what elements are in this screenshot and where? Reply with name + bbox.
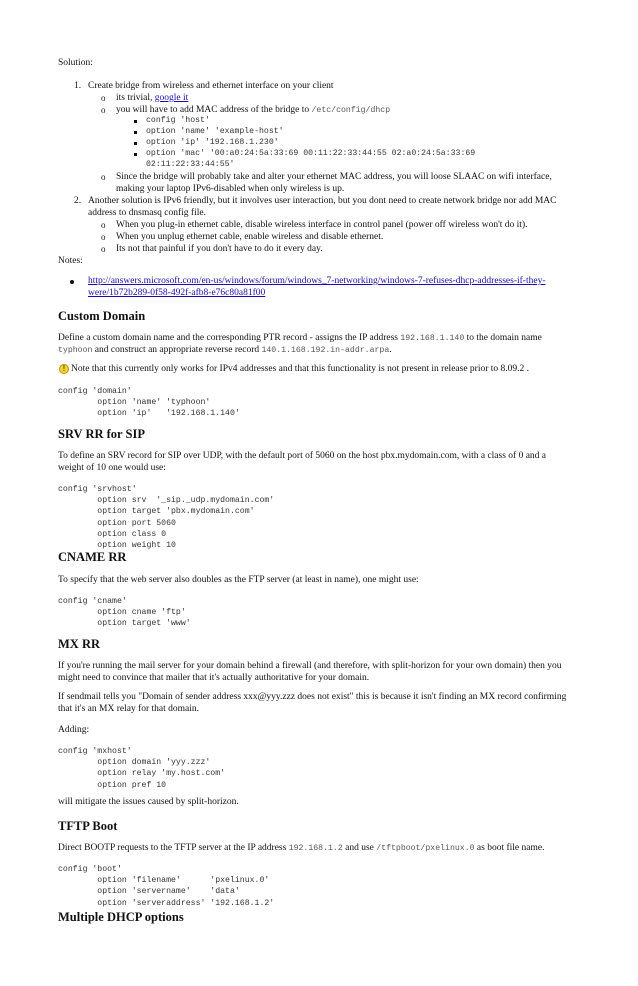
custom-domain-text-c: and construct an appropriate reverse record <box>92 345 262 355</box>
sub-item-trivial <box>116 93 188 103</box>
multiple-dhcp-heading: Multiple DHCP options <box>58 910 184 924</box>
circle-bullet-icon: o <box>101 220 106 230</box>
tftp-text-c: as boot file name. <box>474 843 545 853</box>
tftp-text-b: and use <box>342 843 377 853</box>
sub-item-trivial-text: its trivial, <box>116 93 155 103</box>
list-item-2-line2: address to dnsmasq config file. <box>88 208 206 218</box>
tftp-text-a: Direct BOOTP requests to the TFTP server at the IP address <box>58 843 289 853</box>
srv-para-line1: To define an SRV record for SIP over UDP, with the default port of 5060 on the host pbx.mydomain.com, with a class of 0 and a <box>58 451 547 461</box>
dhcp-path-code: /etc/config/dhcp <box>311 106 391 115</box>
solution-label: Solution: <box>58 58 93 68</box>
code-line-5: 02:11:22:33:44:55' <box>146 160 235 169</box>
warning-icon: ! <box>59 364 69 374</box>
code-line-2: option 'name' 'example-host' <box>146 127 284 136</box>
custom-domain-text-a: Define a custom domain name and the corresponding PTR record - assigns the IP address <box>58 333 401 343</box>
sub-item-painful: Its not that painful if you don't have to do it every day. <box>116 244 323 254</box>
circle-bullet-icon: o <box>101 105 106 115</box>
circle-bullet-icon: o <box>101 232 106 242</box>
mx-adding: Adding: <box>58 725 90 735</box>
notes-label: Notes: <box>58 256 83 266</box>
tftp-heading: TFTP Boot <box>58 819 118 833</box>
square-bullet-icon <box>134 153 137 156</box>
code-line-4: option 'mac' '00:a0:24:5a:33:69 00:11:22:33:44:55 02:a0:24:5a:33:69 <box>146 149 476 158</box>
tftp-path-code: /tftpboot/pxelinux.0 <box>376 844 475 853</box>
cname-para: To specify that the web server also doubles as the FTP server (at least in name), one might use: <box>58 575 419 585</box>
custom-domain-heading: Custom Domain <box>58 309 146 323</box>
custom-domain-text-b: to the domain name <box>464 333 542 343</box>
srv-para-line2: weight of 10 one would use: <box>58 463 166 473</box>
list-item-1-text: Create bridge from wireless and ethernet interface on your client <box>88 81 334 91</box>
bullet-dot-icon <box>70 280 74 284</box>
tftp-para <box>58 843 544 853</box>
google-it-link[interactable]: google it <box>154 93 189 103</box>
mx-para2-line2: that it's an MX relay for that domain. <box>58 704 200 714</box>
sub-item-slaac-2: making your laptop IPv6-disabled when only wireless is up. <box>116 184 345 194</box>
custom-domain-code: config 'domain' option 'name' 'typhoon' option 'ip' '192.168.1.140' <box>58 387 240 419</box>
microsoft-answers-link-line1[interactable]: http://answers.microsoft.com/en-us/windows/forum/windows_7-networking/windows-7-refuses-dhcp-addresses-if-they- <box>88 276 546 286</box>
mx-para2-line1: If sendmail tells you "Domain of sender address xxx@yyy.zzz does not exist" this is because it isn't finding an MX record confirming <box>58 692 567 702</box>
host-code: typhoon <box>58 346 93 355</box>
list-item-2-line1: Another solution is IPv6 friendly, but it involves user interaction, but you dont need to create network bridge nor add MAC <box>88 196 557 206</box>
reverse-record-code: 140.1.168.192.in-addr.arpa <box>261 346 390 355</box>
mx-para1-line2: might need to convince that mailer that it's actually authoritative for your domain. <box>58 673 370 683</box>
tftp-ip-code: 192.168.1.2 <box>288 844 343 853</box>
list-number-1: 1. <box>74 81 82 91</box>
code-line-1: config 'host' <box>146 116 210 125</box>
microsoft-answers-link-line2[interactable]: were/1b72b289-0f58-492f-afb8-e76c80a81f00 <box>88 288 266 298</box>
ip-code: 192.168.1.140 <box>400 334 465 343</box>
custom-domain-para-line1 <box>58 333 542 343</box>
mx-heading: MX RR <box>58 637 101 651</box>
cname-code: config 'cname' option cname 'ftp' option target 'www' <box>58 597 191 629</box>
srv-heading: SRV RR for SIP <box>58 427 145 441</box>
sub-item-mac-text: you will have to add MAC address of the bridge to <box>116 105 312 115</box>
tftp-code: config 'boot' option 'filename' 'pxelinux.0' option 'servername' 'data' option 'serveraddress' '192.168.1.2' <box>58 865 275 908</box>
square-bullet-icon <box>134 142 137 145</box>
custom-domain-note: Note that this currently only works for IPv4 addresses and that this functionality is not present in release prior to 8.09.2 . <box>71 364 530 374</box>
sub-item-mac <box>116 105 390 115</box>
list-number-2: 2. <box>74 196 82 206</box>
circle-bullet-icon: o <box>101 172 106 182</box>
cname-heading: CNAME RR <box>58 550 127 564</box>
square-bullet-icon <box>134 120 137 123</box>
mx-para1-line1: If you're running the mail server for your domain behind a firewall (and therefore, with split-horizon for your own domain) then you <box>58 661 562 671</box>
square-bullet-icon <box>134 131 137 134</box>
circle-bullet-icon: o <box>101 244 106 254</box>
custom-domain-text-d: . <box>389 345 392 355</box>
sub-item-slaac-1: Since the bridge will probably take and alter your ethernet MAC address, you will loose SLAAC on wifi interface, <box>116 172 552 182</box>
mx-after: will mitigate the issues caused by split-horizon. <box>58 797 239 807</box>
sub-item-plug-in: When you plug-in ethernet cable, disable wireless interface in control panel (power off wireless won't do it). <box>116 220 528 230</box>
sub-item-unplug: When you unplug ethernet cable, enable wireless and disable ethernet. <box>116 232 384 242</box>
circle-bullet-icon: o <box>101 93 106 103</box>
code-line-3: option 'ip' '192.168.1.230' <box>146 138 279 147</box>
srv-code: config 'srvhost' option srv '_sip._udp.mydomain.com' option target 'pbx.mydomain.com' option port 5060 option class 0 option weight 10 <box>58 485 275 551</box>
mx-code: config 'mxhost' option domain 'yyy.zzz' option relay 'my.host.com' option pref 10 <box>58 747 226 790</box>
custom-domain-para-line2 <box>58 345 392 355</box>
